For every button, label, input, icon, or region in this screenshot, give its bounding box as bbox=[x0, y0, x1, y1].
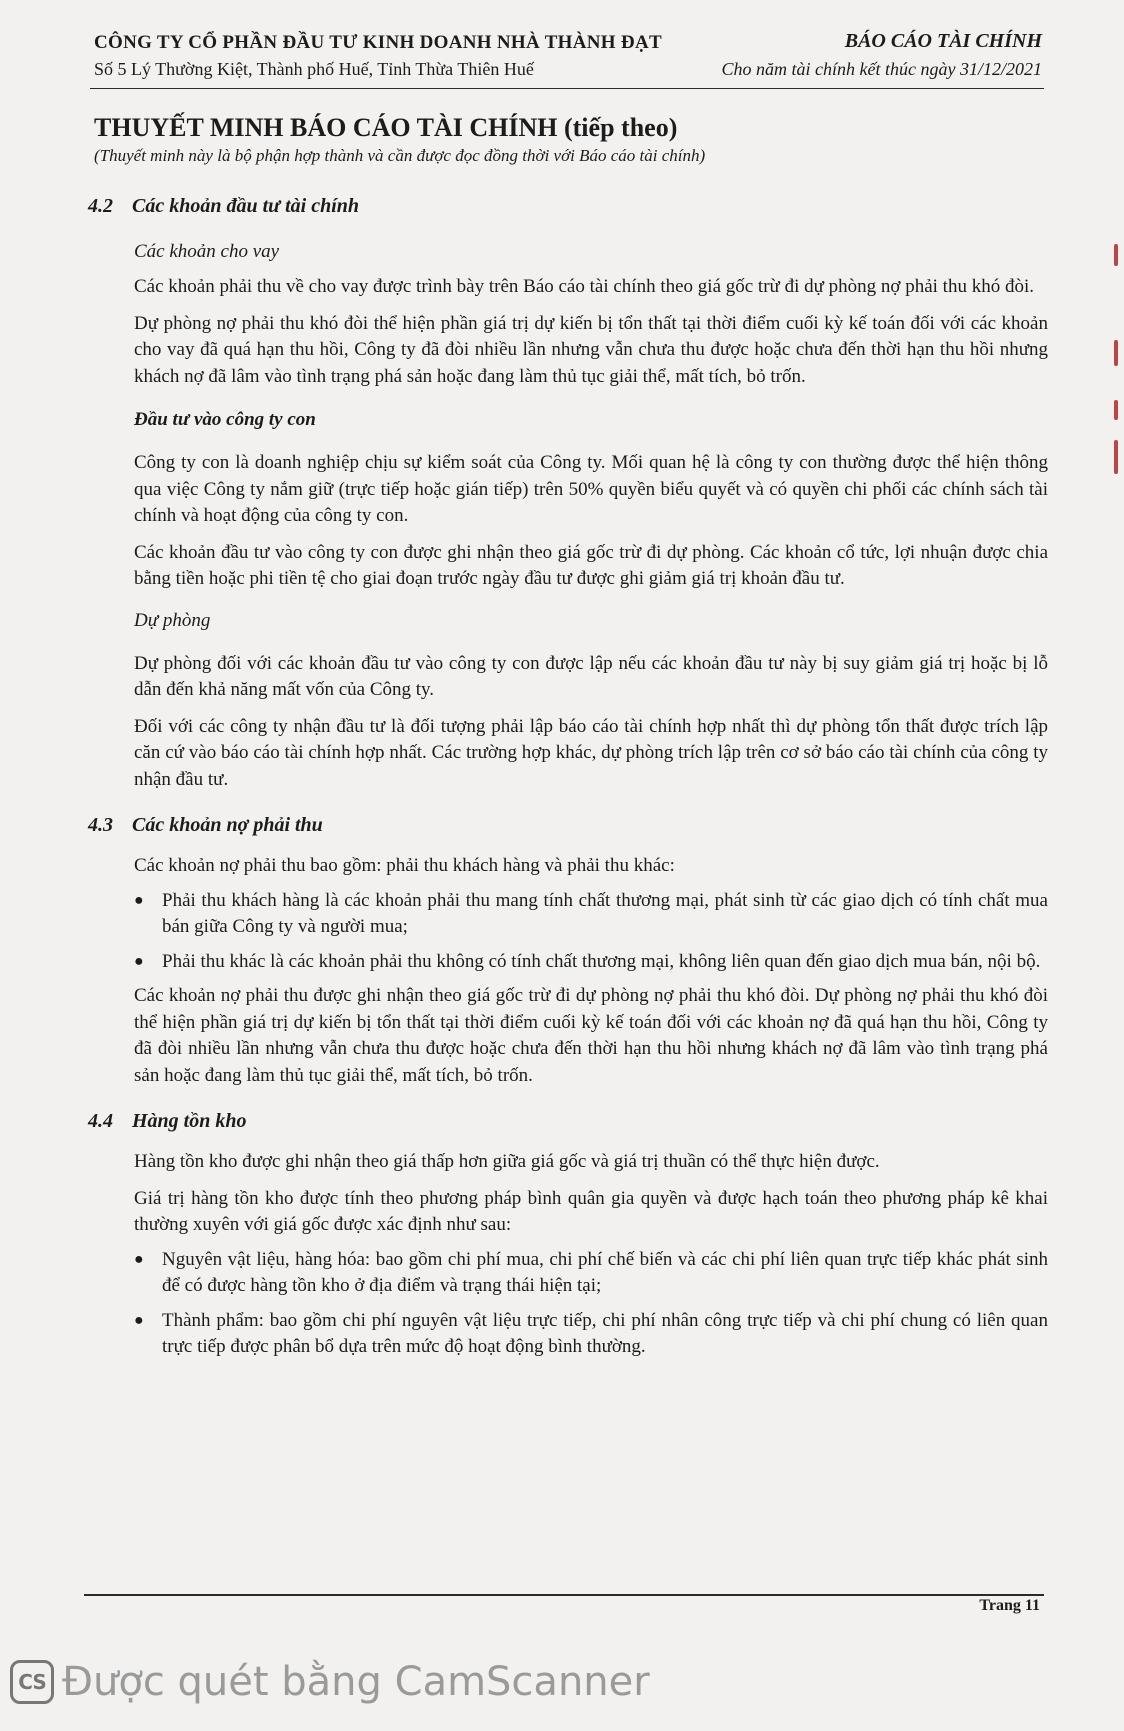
paragraph: Các khoản phải thu về cho vay được trình bày trên Báo cáo tài chính theo giá gốc trừ đi dự phòng nợ phải thu khó đòi. bbox=[134, 276, 1034, 297]
notes-title: THUYẾT MINH BÁO CÁO TÀI CHÍNH (tiếp theo) bbox=[94, 113, 678, 142]
section-heading-4-2 bbox=[88, 192, 1048, 220]
paragraph: Dự phòng đối với các khoản đầu tư vào công ty con được lập nếu các khoản đầu tư này bị suy giảm giá trị hoặc bị lỗ dẫn đến khả năng mất vốn của Công ty. bbox=[134, 652, 1048, 700]
camscanner-logo-icon: CS bbox=[10, 1660, 54, 1704]
section-title: Các khoản đầu tư tài chính bbox=[132, 195, 360, 217]
page-number: Trang 11 bbox=[979, 1597, 1040, 1614]
section-heading-4-3 bbox=[88, 811, 1048, 839]
bullet-icon: ● bbox=[134, 1250, 144, 1268]
list-item bbox=[88, 1247, 1048, 1300]
section-title: Hàng tồn kho bbox=[132, 1110, 247, 1132]
bullet-icon: ● bbox=[134, 1311, 144, 1329]
footer-divider bbox=[84, 1594, 1044, 1596]
notes-content bbox=[88, 192, 1048, 1361]
list-item-text: Thành phẩm: bao gồm chi phí nguyên vật liệu trực tiếp, chi phí nhân công trực tiếp và chi phí chung có liên quan trực tiếp được phân bổ dựa trên mức độ hoạt động bình thường. bbox=[162, 1309, 1048, 1357]
header-left bbox=[94, 30, 734, 82]
list-item-text: Nguyên vật liệu, hàng hóa: bao gồm chi phí mua, chi phí chế biến và các chi phí liên quan trực tiếp khác phát sinh để có được hàng tồn kho ở địa điểm và trạng thái hiện tại; bbox=[162, 1248, 1048, 1296]
list-item bbox=[88, 888, 1048, 941]
section-number: 4.3 bbox=[88, 814, 113, 836]
page-edge-mark bbox=[1114, 440, 1118, 474]
notes-subtitle: (Thuyết minh này là bộ phận hợp thành và cần được đọc đồng thời với Báo cáo tài chính) bbox=[94, 146, 706, 165]
watermark-text: Được quét bằng CamScanner bbox=[62, 1659, 650, 1705]
page-edge-mark bbox=[1114, 340, 1118, 366]
report-period: Cho năm tài chính kết thúc ngày 31/12/2021 bbox=[721, 59, 1042, 79]
company-name: CÔNG TY CỔ PHẦN ĐẦU TƯ KINH DOANH NHÀ THÀNH ĐẠT bbox=[94, 32, 662, 53]
paragraph: Các khoản nợ phải thu bao gồm: phải thu khách hàng và phải thu khác: bbox=[134, 855, 675, 876]
list-item-text: Phải thu khác là các khoản phải thu không có tính chất thương mại, không liên quan đến giao dịch mua bán, nội bộ. bbox=[162, 950, 1041, 972]
section-heading-4-4 bbox=[88, 1107, 1048, 1135]
company-address: Số 5 Lý Thường Kiệt, Thành phố Huế, Tỉnh Thừa Thiên Huế bbox=[94, 59, 534, 79]
page-edge-mark bbox=[1114, 400, 1118, 420]
section-title: Các khoản nợ phải thu bbox=[132, 814, 323, 836]
report-title: BÁO CÁO TÀI CHÍNH bbox=[844, 30, 1042, 52]
list-item-text: Phải thu khách hàng là các khoản phải thu mang tính chất thương mại, phát sinh từ các giao dịch có tính chất mua bán giữa Công ty và người mua; bbox=[162, 889, 1048, 937]
paragraph: Các khoản nợ phải thu được ghi nhận theo giá gốc trừ đi dự phòng nợ phải thu khó đòi. Dự phòng nợ phải thu khó đòi thể hiện phần giá trị dự kiến bị tổn thất tại thời điểm cuối kỳ kế toán đối với các khoản nợ đã quá hạn thu hồi, Công ty đã đòi nhiều lần nhưng vẫn chưa thu được hoặc chưa đến thời hạn thu hồi nhưng khách nợ đã lâm vào tình trạng phá sản hoặc đang làm thủ tục giải thể, mất tích, bỏ trốn. bbox=[134, 985, 1048, 1086]
paragraph: Đối với các công ty nhận đầu tư là đối tượng phải lập báo cáo tài chính hợp nhất thì dự phòng tổn thất được trích lập căn cứ vào báo cáo tài chính hợp nhất. Các trường hợp khác, dự phòng trích lập trên cơ sở báo cáo tài chính của công ty nhận đầu tư. bbox=[134, 715, 1048, 790]
list-item bbox=[88, 1308, 1048, 1361]
paragraph: Các khoản đầu tư vào công ty con được ghi nhận theo giá gốc trừ đi dự phòng. Các khoản cổ tức, lợi nhuận được chia bằng tiền hoặc phi tiền tệ cho giai đoạn trước ngày đầu tư được ghi giảm giá trị khoản đầu tư. bbox=[134, 541, 1048, 589]
section-number: 4.2 bbox=[88, 195, 113, 217]
bullet-icon: ● bbox=[134, 952, 144, 970]
page-edge-mark bbox=[1114, 244, 1118, 266]
camscanner-watermark bbox=[10, 1654, 650, 1710]
paragraph: Hàng tồn kho được ghi nhận theo giá thấp hơn giữa giá gốc và giá trị thuần có thể thực hiện được. bbox=[134, 1151, 880, 1172]
paragraph: Công ty con là doanh nghiệp chịu sự kiểm soát của Công ty. Mối quan hệ là công ty con thường được thể hiện thông qua việc Công ty nắm giữ (trực tiếp hoặc gián tiếp) trên 50% quyền biểu quyết và có quyền chi phối các chính sách tài chính và hoạt động của công ty con. bbox=[134, 452, 1048, 526]
subheading-subsidiaries: Đầu tư vào công ty con bbox=[134, 409, 316, 430]
paragraph: Giá trị hàng tồn kho được tính theo phương pháp bình quân gia quyền và được hạch toán theo phương pháp kê khai thường xuyên với giá gốc được xác định như sau: bbox=[134, 1187, 1048, 1235]
subheading-loans: Các khoản cho vay bbox=[134, 241, 280, 262]
subheading-provision: Dự phòng bbox=[134, 609, 211, 631]
header-right bbox=[662, 26, 1042, 82]
list-item bbox=[88, 949, 1048, 976]
paragraph: Dự phòng nợ phải thu khó đòi thể hiện phần giá trị dự kiến bị tổn thất tại thời điểm cuối kỳ kế toán đối với các khoản cho vay đã quá hạn thu hồi, Công ty đã đòi nhiều lần nhưng vẫn chưa thu được hoặc chưa đến thời hạn thu hồi nhưng khách nợ đã lâm vào tình trạng phá sản hoặc đang làm thủ tục giải thể, mất tích, bỏ trốn. bbox=[134, 312, 1048, 387]
section-number: 4.4 bbox=[88, 1110, 113, 1132]
bullet-icon: ● bbox=[134, 891, 144, 909]
header-divider bbox=[90, 88, 1044, 89]
